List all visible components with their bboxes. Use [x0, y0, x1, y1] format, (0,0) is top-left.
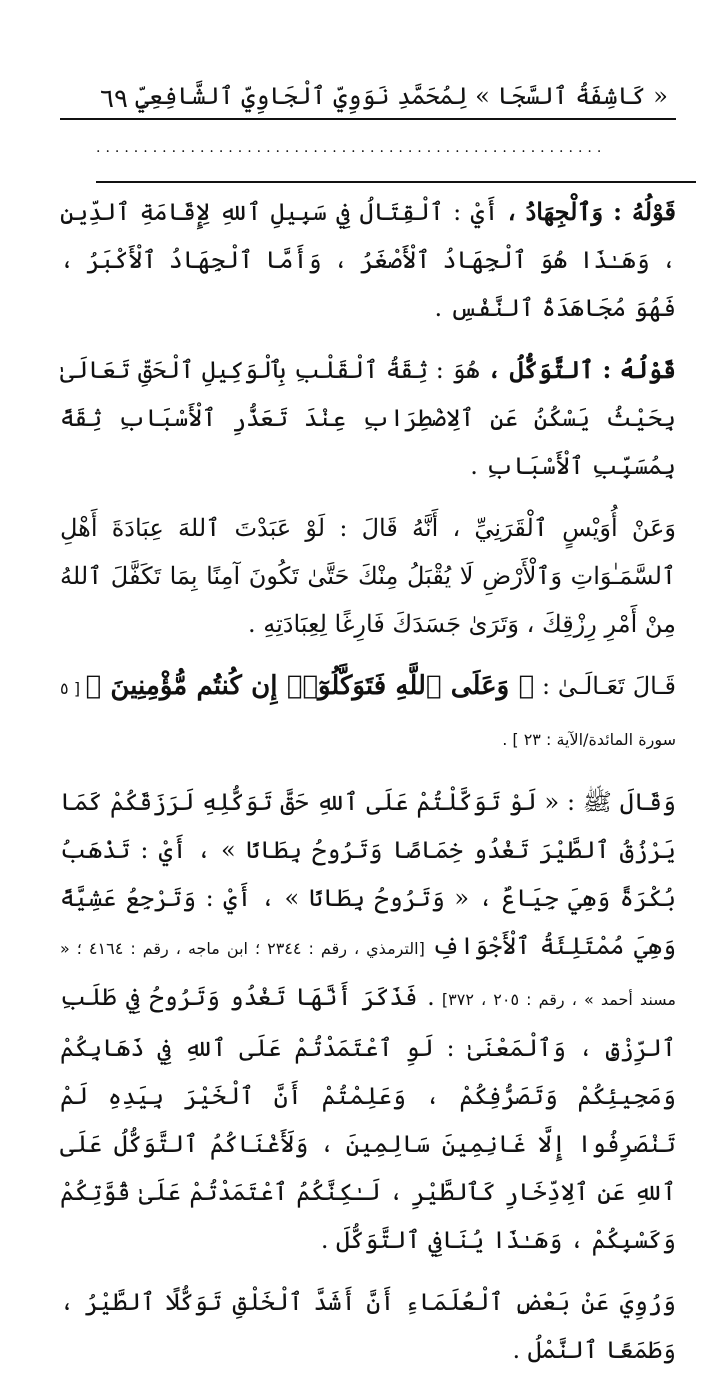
hadith-reference: [الترمذي ، رقم : ٢٣٤٤ ؛ ابن ماجه ، رقم : ٤١٦٤ ؛ « مسند أحمد » ، رقم : ٢٠٥ ، ٣٧٢] — [60, 939, 677, 1009]
paragraph-text: أَيْ : ٱلْقِتَالُ فِي سَبِيلِ ٱللهِ لِإِقَامَةِ ٱلدِّينِ ، وَهَـٰذَا هُوَ ٱلْجِهَادُ ٱلْأَصْغَرُ ، وَأَمَّا ٱلْجِهَادُ ٱلْأَكْبَرُ ، فَهُوَ مُجَاهَدَةُ ٱلنَّفْسِ . — [60, 198, 676, 322]
separator-rule — [96, 181, 696, 183]
paragraph-tawakkul — [60, 346, 676, 490]
page-number: ٦٩ — [100, 84, 128, 114]
paragraph-hadith — [60, 778, 676, 1264]
paragraph-text: هُوَ : ثِقَةُ ٱلْقَلْبِ بِٱلْوَكِيلِ ٱلْحَقِّ تَعَالَىٰ بِحَيْثُ يَسْكُنُ عَنِ ٱلِاضْطِرَابِ عِنْدَ تَعَذُّرِ ٱلْأَسْبَابِ ثِقَةً بِمُسَبِّبِ ٱلْأَسْبَابِ . — [60, 356, 676, 480]
paragraph-jihad — [60, 188, 676, 332]
page-body — [60, 188, 677, 1364]
running-title: « كَاشِفَةُ ٱلسَّجَا » لِمُحَمَّدِ نَوَوِيِّ ٱلْجَاوِيِّ ٱلشَّافِعِيِّ — [135, 82, 668, 110]
paragraph-lead: قَوْلُهُ : ٱلتَّوَكُّلُ ، — [487, 355, 676, 384]
paragraph-uways — [60, 504, 676, 648]
paragraph-birds — [60, 1278, 676, 1374]
paragraph-quran-verse — [60, 662, 676, 764]
page-header — [60, 78, 676, 120]
paragraph-text: وَعَنْ أُوَيْسٍ ٱلْقَرَنِيِّ ، أَنَّهُ قَالَ : لَوْ عَبَدْتَ ٱللهَ عِبَادَةَ أَهْلِ ٱلسَّمَـٰوَاتِ وَٱلْأَرْضِ لَا يُقْبَلُ مِنْكَ حَتَّىٰ تَكُونَ آمِنًا بِمَا تَكَفَّلَ ٱللهُ مِنْ أَمْرِ رِزْقِكَ ، وَتَرَىٰ جَسَدَكَ فَارِغًا لِعِبَادَتِهِ . — [60, 514, 676, 638]
paragraph-lead: قَوْلُهُ : وَٱلْجِهَادُ ، — [507, 197, 676, 226]
paragraph-text-continued: . فَذَكَرَ أَنَّهَا تَغْدُو وَتَرُوحُ فِي طَلَبِ ٱلرِّزْقِ ، وَٱلْمَعْنَىٰ : لَوِ ٱعْتَمَدْتُمْ عَلَى ٱللهِ فِي ذَهَابِكُمْ وَمَجِيئِكُمْ وَتَصَرُّفِكُمْ ، وَعَلِمْتُمْ أَنَّ ٱلْخَيْرَ بِيَدِهِ لَمْ تَنْصَرِفُوا إِلَّا غَانِمِينَ سَالِمِينَ ، وَلَأَغْنَاكُمُ ٱلتَّوَكُّلُ عَلَى ٱللهِ عَنِ ٱلِادِّخَارِ كَٱلطَّيْرِ ، لَـٰكِنَّكُمُ ٱعْتَمَدْتُمْ عَلَىٰ قُوَّتِكُمْ وَكَسْبِكُمْ ، وَهَـٰذَا يُنَافِي ٱلتَّوَكُّلَ . — [60, 983, 676, 1254]
paragraph-text: وَقَالَ ﷺ : « لَوْ تَوَكَّلْتُمْ عَلَى ٱللهِ حَقَّ تَوَكُّلِهِ لَرَزَقَكُمْ كَمَا يَرْزُقُ ٱلطَّيْرَ تَغْدُو خِمَاصًا وَتَرُوحُ بِطَانًا » ، أَيْ : تَذْهَبُ بُكْرَةً وَهِيَ جِيَاعٌ ، « وَتَرُوحُ بِطَانًا » ، أَيْ : وَتَرْجِعُ عَشِيَّةً وَهِيَ مُمْتَلِئَةُ ٱلْأَجْوَافِ — [60, 788, 677, 960]
verse-intro: قَـالَ تَعَـالَـىٰ : — [534, 672, 676, 700]
separator-dots: ...................................................... — [96, 140, 607, 156]
quran-verse: ﴿ وَعَلَى ٱللَّهِ فَتَوَكَّلُوٓا۟ إِن كُنتُم مُّؤْمِنِينَ ﴾ — [85, 671, 535, 701]
paragraph-text: وَرُوِيَ عَنْ بَعْضِ ٱلْعُلَمَاءِ أَنَّ أَشَدَّ ٱلْخَلْقِ تَوَكُّلًا ٱلطَّيْرُ ، وَطَمَعًا ٱلنَّمْلُ . — [60, 1288, 676, 1364]
verse-reference: [ ٥ سورة المائدة/الآية : ٢٣ ] . — [60, 679, 676, 749]
